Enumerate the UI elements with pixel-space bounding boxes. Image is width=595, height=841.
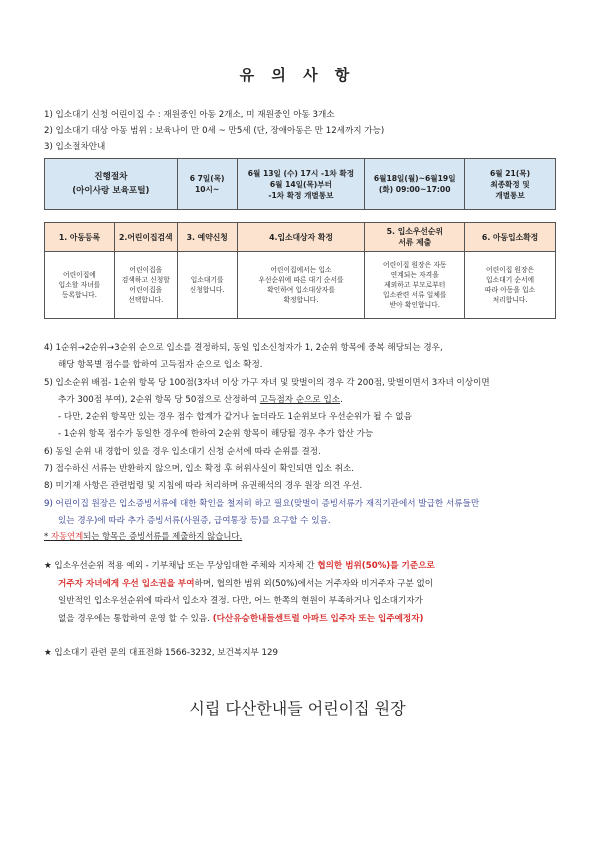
auto-prefix: * [44, 531, 51, 541]
process-header-cell [45, 159, 178, 210]
process-header-cell [177, 159, 237, 210]
exception-note [44, 558, 564, 628]
note-item: - 1순위 항목 점수가 동일한 경우에 한하여 2순위 항목이 해당될 경우 추가 합산 가능 [58, 429, 374, 440]
intro-item: 2) 입소대기 대상 아동 범위 : 보육나이 만 0세 ~ 만5세 (단, 장애아동은 만 12세까지 가능) [44, 125, 385, 136]
process-desc-text: 어린이집 원장은 자동 연계되는 자격을 제외하고 부모로부터 입소관련 서류 일체를 받아 확인합니다. [383, 261, 447, 309]
note-item: 5) 입소순위 배점- 1순위 항목 당 100점(3자녀 이상 가구 자녀 및 맞벌이의 경우 각 200점, 맞벌이면서 3자녀 이상이면 [44, 377, 490, 388]
process-header-label: 6 7일(목) 10시~ [189, 174, 225, 194]
exception-highlight: 협의한 범위(50%)를 기준으로 [317, 561, 435, 571]
exception-line [44, 576, 564, 594]
contact-info: ★ 입소대기 관련 문의 대표전화 1566-3232, 보건복지부 129 [44, 648, 278, 658]
note-underlined: 고득점자 순으로 입소 [259, 394, 341, 405]
process-step-label: 2.어린이집검색 [119, 232, 173, 242]
auto-highlight: 자동연계 [50, 531, 84, 541]
process-desc-text: 어린이집에서는 입소 우선순위에 따른 대기 순서를 확인하여 입소대상자를 확정합니다. [258, 266, 344, 304]
exception-text: ★ 입소우선순위 적용 예외 - 기부채납 또는 무상임대한 주체와 지자체 간 [44, 561, 318, 571]
process-desc-cell [365, 252, 465, 319]
exception-text: 하며, 협의한 범위 외(50%)에서는 거주자와 비거주자 구분 없이 [194, 578, 434, 589]
process-step-label: 1. 아동등록 [58, 232, 101, 242]
process-header-label: 진행절차 (아이사랑 보육포털) [72, 172, 150, 196]
note-item: 6) 동일 순위 내 경합이 있을 경우 입소대기 신청 순서에 따라 순위를 결정. [44, 446, 321, 457]
process-header-cell [237, 159, 365, 210]
note-item: 7) 접수하신 서류는 반환하지 않으며, 입소 확정 후 허위사실이 확인되면 입소 취소. [44, 464, 354, 475]
note-item: 4) 1순위→2순위→3순위 순으로 입소를 결정하되, 동일 입소신청자가 1, 2순위 항목에 중복 해당되는 경우, [44, 343, 443, 353]
process-step-label: 3. 예약신청 [186, 232, 228, 242]
process-step-cell [177, 223, 237, 252]
process-step-label: 6. 아동입소확정 [481, 232, 539, 242]
process-header-label: 6월18일(월)~6월19일 (화) 09:00~17:00 [373, 174, 456, 194]
note-item: 8) 미기재 사항은 관련법령 및 지침에 따라 처리하며 유권해석의 경우 원장 의견 우선. [44, 481, 363, 492]
process-desc-text: 입소대기를 신청합니다. [189, 276, 225, 294]
intro-item: 1) 입소대기 신청 어린이집 수 : 재원중인 아동 2개소, 미 재원중인 아동 3개소 [44, 110, 335, 120]
process-desc-text: 어린이집 원장은 입소대기 순서에 따라 아동을 입소 처리합니다. [484, 266, 536, 304]
process-header-cell [465, 159, 556, 210]
intro-list [44, 108, 564, 155]
intro-item: 3) 입소절차안내 [44, 141, 106, 152]
exception-highlight: 거주자 자녀에게 우선 입소권을 부여 [58, 578, 195, 589]
process-step-row [45, 223, 556, 252]
exception-line [44, 558, 564, 576]
process-steps-table [44, 222, 556, 319]
process-desc-cell [114, 252, 177, 319]
exception-text: 없을 경우에는 통합하여 운영 할 수 있음. [58, 613, 213, 624]
exception-line [44, 611, 564, 629]
process-header-label: 6월 13일 (수) 17시 -1차 확정 6월 14일(목)부터 -1차 확정 개별통보 [247, 168, 355, 200]
note-item: 9) 어린이집 원장은 입소증빙서류에 대한 확인을 철저히 하고 필요(맞벌이 증빙서류가 재직기관에서 발급한 서류들만 [44, 498, 480, 509]
process-step-label: 4.입소대상자 확정 [269, 232, 333, 242]
process-desc-cell [177, 252, 237, 319]
auto-link-note [44, 530, 242, 542]
process-header-row [45, 159, 556, 210]
process-step-label: 5. 입소우선순위 서류 제출 [386, 227, 443, 247]
process-desc-text: 어린이집을 검색하고 신청할 어린이집을 선택합니다. [121, 266, 170, 304]
process-step-cell [45, 223, 115, 252]
process-desc-text: 어린이집에 입소할 자녀를 등록합니다. [58, 271, 101, 299]
page-title: 유 의 사 항 [239, 66, 356, 84]
process-desc-cell [237, 252, 365, 319]
note-text: 추가 300점 부여), 2순위 항목 당 50점으로 산정하여 [58, 394, 260, 405]
note-item [44, 392, 559, 409]
process-header-cell [365, 159, 465, 210]
note-item: 있는 경우)에 따라 추가 증빙서류(사원증, 급여통장 등)를 요구할 수 있음. [58, 515, 331, 526]
process-desc-row [45, 252, 556, 319]
exception-highlight: (다산유승한내들센트럴 아파트 입주자 또는 입주예정자) [212, 613, 424, 624]
signature: 시립 다산한내들 어린이집 원장 [189, 699, 406, 718]
notes-list [44, 340, 559, 530]
note-item: - 다만, 2순위 항목만 있는 경우 점수 합계가 같거나 높더라도 1순위보다 우선순위가 될 수 없음 [58, 412, 412, 423]
note-item: 해당 항목별 점수를 합하여 고득점자 순으로 입소 확정. [58, 360, 263, 371]
process-header-label: 6월 21(목) 최종확정 및 개별통보 [490, 168, 531, 200]
process-step-cell [114, 223, 177, 252]
process-table [44, 158, 556, 210]
auto-rest: 되는 항목은 증빙서류를 제출하지 않습니다. [83, 531, 243, 541]
process-desc-cell [45, 252, 115, 319]
process-step-cell [237, 223, 365, 252]
process-step-cell [465, 223, 556, 252]
exception-line: 일반적인 입소우선순위에 따라서 입소자 결정. 다만, 어느 한쪽의 현원이 부족하거나 입소대기자가 [58, 596, 423, 607]
process-desc-cell [465, 252, 556, 319]
note-text: . [340, 394, 343, 405]
process-step-cell [365, 223, 465, 252]
